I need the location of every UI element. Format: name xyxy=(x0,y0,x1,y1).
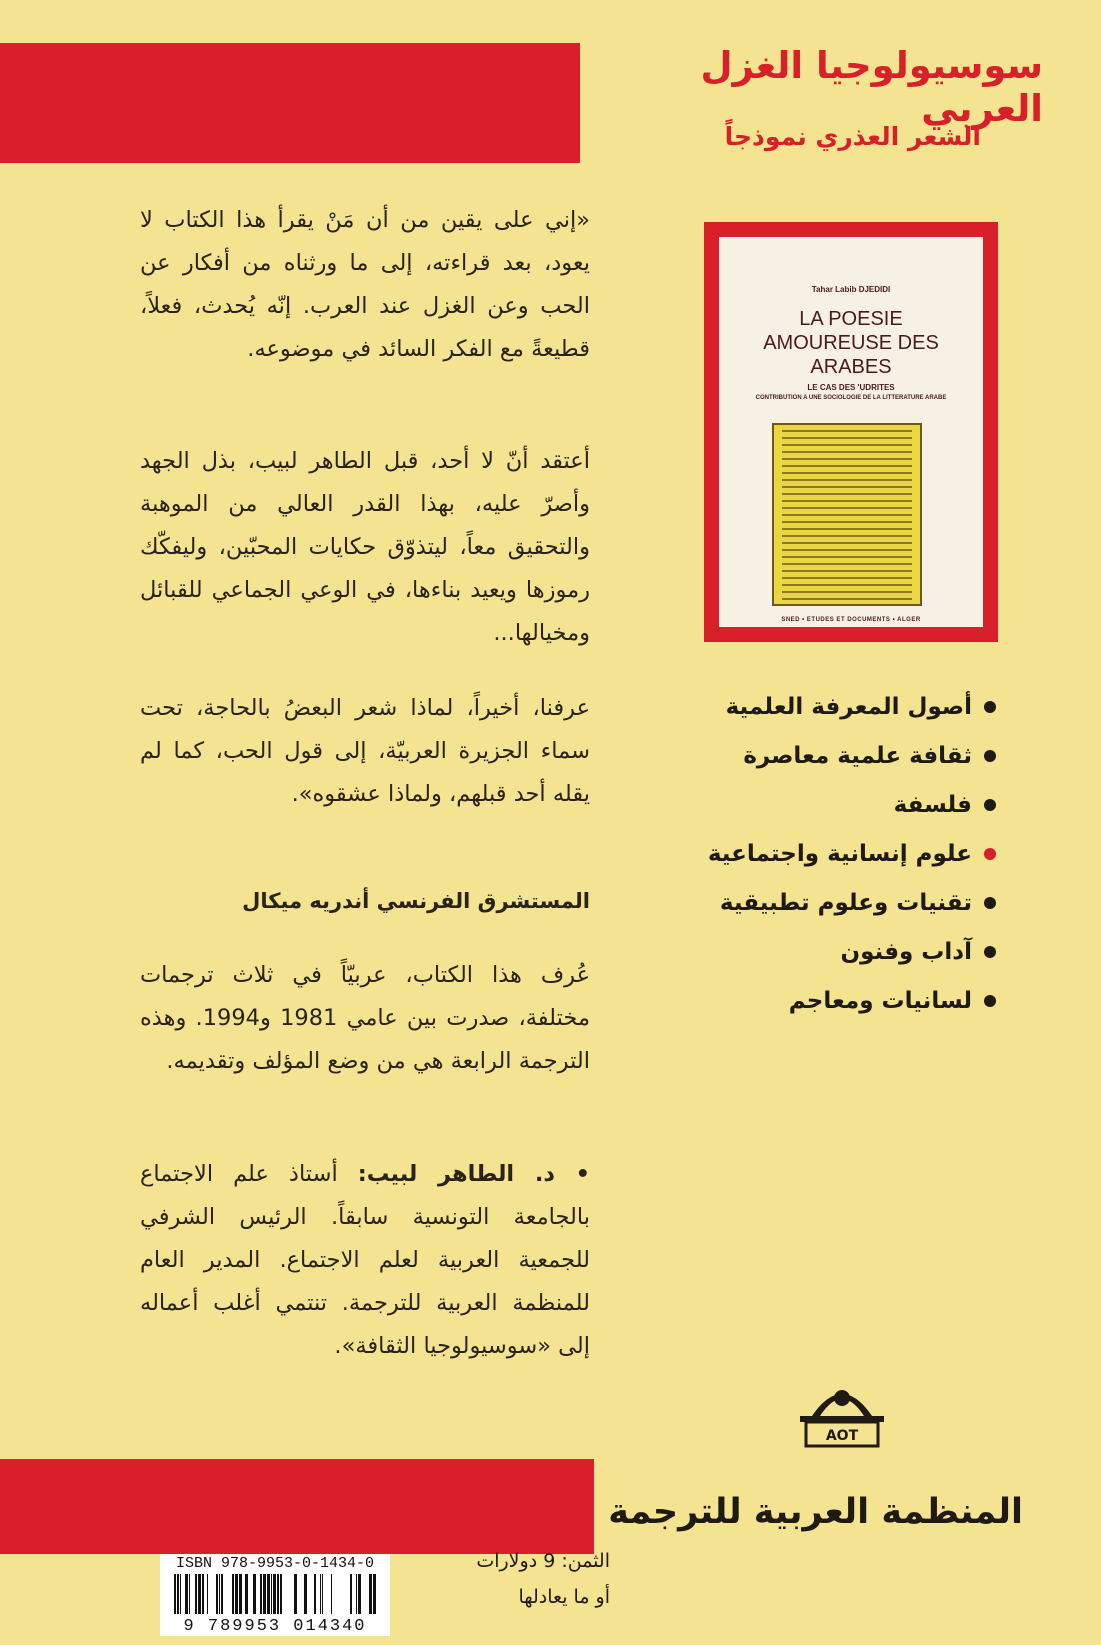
barcode-bar xyxy=(304,1574,307,1614)
series-item xyxy=(636,682,996,731)
manuscript-line xyxy=(782,542,912,544)
barcode-bar xyxy=(267,1574,270,1614)
barcode-bar xyxy=(369,1574,372,1614)
manuscript-line xyxy=(782,493,912,495)
price-label: الثمن: 9 دولارات xyxy=(476,1550,610,1572)
publisher-name: المنظمة العربية للترجمة xyxy=(608,1492,1023,1532)
cover-footer: SNED • ETUDES ET DOCUMENTS • ALGER xyxy=(781,617,921,623)
manuscript-line xyxy=(782,500,912,502)
original-book-cover xyxy=(704,222,998,642)
book-title: سوسيولوجيا الغزل العربي xyxy=(700,44,1043,130)
quote-paragraph-1: «إني على يقين من أن مَنْ يقرأ هذا الكتاب لا يعود، بعد قراءته، إلى ما ورثناه من أفكار عن الحب وعن الغزل عند العرب. إنّه يُحدث، فعلاً، قطيعةً مع الفكر السائد في موضوعه. xyxy=(140,207,590,362)
barcode-bar xyxy=(294,1574,297,1614)
logo-text: AOT xyxy=(825,1428,859,1444)
cover-title xyxy=(719,307,983,379)
barcode-bar xyxy=(185,1574,188,1614)
barcode-bar xyxy=(253,1574,256,1614)
barcode-bar xyxy=(273,1574,276,1614)
barcode-icon xyxy=(174,1574,376,1614)
quote-paragraph-3: عرفنا، أخيراً، لماذا شعر البعضُ بالحاجة، تحت سماء الجزيرة العربيّة، إلى قول الحب، كما لم يقله أحد قبلهم، ولماذا عشقوه». xyxy=(140,695,590,807)
cover-inner-frame xyxy=(717,235,985,629)
cover-title-line: ARABES xyxy=(810,356,892,378)
series-item-label: آداب وفنون xyxy=(840,938,972,965)
manuscript-line xyxy=(782,507,912,509)
bottom-red-band xyxy=(0,1459,594,1554)
barcode-digits: 9 789953 014340 xyxy=(183,1617,367,1636)
barcode-bar xyxy=(314,1574,316,1614)
series-item xyxy=(636,976,996,1025)
barcode-bar xyxy=(239,1574,242,1614)
series-item-label: تقنيات وعلوم تطبيقية xyxy=(719,889,972,916)
manuscript-line xyxy=(782,514,912,516)
manuscript-line xyxy=(782,570,912,572)
barcode-bar xyxy=(195,1574,197,1614)
barcode-bar xyxy=(350,1574,352,1614)
publisher-logo-icon xyxy=(798,1376,886,1452)
book-subtitle: الشعر العذري نموذجاً xyxy=(724,122,981,151)
barcode-bar xyxy=(356,1574,357,1614)
barcode-bar xyxy=(322,1574,323,1614)
barcode-bar xyxy=(245,1574,248,1614)
cover-subtitle: LE CAS DES 'UDRITES xyxy=(807,383,895,392)
barcode-bar xyxy=(358,1574,361,1614)
bullet-icon xyxy=(984,848,996,860)
manuscript-line xyxy=(782,591,912,593)
barcode-bar xyxy=(271,1574,272,1614)
manuscript-line xyxy=(782,535,912,537)
barcode-bar xyxy=(177,1574,179,1614)
barcode-bar xyxy=(373,1574,376,1614)
barcode-bar xyxy=(235,1574,238,1614)
price-equivalent: أو ما يعادلها xyxy=(518,1586,610,1608)
barcode-bar xyxy=(219,1574,220,1614)
bullet-icon xyxy=(984,995,996,1007)
cover-title-line: LA POESIE xyxy=(799,308,903,330)
cover-subtitle-2: CONTRIBUTION A UNE SOCIOLOGIE DE LA LITTERATURE ARABE xyxy=(755,395,947,401)
manuscript-line xyxy=(782,584,912,586)
series-item-label: أصول المعرفة العلمية xyxy=(725,693,972,720)
series-item xyxy=(636,780,996,829)
manuscript-line xyxy=(782,472,912,474)
barcode-bar xyxy=(180,1574,181,1614)
manuscript-line xyxy=(782,437,912,439)
manuscript-line xyxy=(782,458,912,460)
quote-paragraph-2: أعتقد أنّ لا أحد، قبل الطاهر لبيب، بذل الجهد وأصرّ عليه، بهذا القدر العالي من الموهبة والتحقيق معاً، ليتذوّق حكايات المحبّين، وليفكّك رموزها ويعيد بناءها، في الوعي الجماعي للقبائل ومخيالها... xyxy=(140,448,590,646)
barcode-bar xyxy=(216,1574,218,1614)
manuscript-line xyxy=(782,430,912,432)
barcode-bar xyxy=(202,1574,204,1614)
bullet-icon xyxy=(984,946,996,958)
manuscript-line xyxy=(782,486,912,488)
barcode-bar xyxy=(280,1574,282,1614)
barcode-bar xyxy=(263,1574,266,1614)
author-bio-name: • د. الطاهر لبيب: xyxy=(357,1161,590,1187)
author-bio-text: أستاذ علم الاجتماع بالجامعة التونسية سابقاً. الرئيس الشرفي للجمعية العربية لعلم الاجتماع. المدير العام للمنظمة العربية للترجمة. تنتمي أغلب أعماله إلى «سوسيولوجيا الثقافة». xyxy=(140,1161,590,1359)
manuscript-line xyxy=(782,528,912,530)
barcode-bar xyxy=(260,1574,262,1614)
manuscript-line xyxy=(782,479,912,481)
barcode-bar xyxy=(174,1574,176,1614)
author-bio xyxy=(140,1153,590,1368)
series-item-label: فلسفة xyxy=(893,791,972,818)
isbn-barcode xyxy=(160,1554,390,1636)
manuscript-line xyxy=(782,451,912,453)
manuscript-line xyxy=(782,444,912,446)
barcode-bar xyxy=(232,1574,234,1614)
series-list xyxy=(636,682,996,1025)
manuscript-line xyxy=(782,577,912,579)
translation-note: عُرف هذا الكتاب، عربيّاً في ثلاث ترجمات مختلفة، صدرت بين عامي 1981 و1994. وهذه الترجمة الرابعة هي من وضع المؤلف وتقديمه. xyxy=(140,962,590,1074)
series-item xyxy=(636,829,996,878)
barcode-bar xyxy=(320,1574,321,1614)
manuscript-line xyxy=(782,549,912,551)
manuscript-line xyxy=(782,598,912,600)
barcode-bar xyxy=(198,1574,201,1614)
manuscript-line xyxy=(782,556,912,558)
barcode-bar xyxy=(277,1574,279,1614)
manuscript-line xyxy=(782,465,912,467)
series-item xyxy=(636,927,996,976)
series-item-label: علوم إنسانية واجتماعية xyxy=(707,840,972,867)
series-item xyxy=(636,878,996,927)
cover-title-line: AMOUREUSE DES xyxy=(763,332,939,354)
manuscript-image xyxy=(772,423,922,606)
barcode-bar xyxy=(331,1574,332,1614)
top-red-band xyxy=(0,43,580,163)
isbn-text: ISBN 978-9953-0-1434-0 xyxy=(175,1555,375,1572)
bullet-icon xyxy=(984,750,996,762)
manuscript-line xyxy=(782,521,912,523)
cover-author: Tahar Labib DJEDIDI xyxy=(811,285,891,294)
manuscript-line xyxy=(782,563,912,565)
bullet-icon xyxy=(984,701,996,713)
quote-attribution: المستشرق الفرنسي أندريه ميكال xyxy=(242,889,590,913)
series-item-label: لسانيات ومعاجم xyxy=(788,987,972,1014)
series-item-label: ثقافة علمية معاصرة xyxy=(743,742,972,769)
barcode-bar xyxy=(207,1574,208,1614)
bullet-icon xyxy=(984,799,996,811)
bullet-icon xyxy=(984,897,996,909)
barcode-bar xyxy=(221,1574,223,1614)
series-item xyxy=(636,731,996,780)
barcode-bar xyxy=(189,1574,190,1614)
